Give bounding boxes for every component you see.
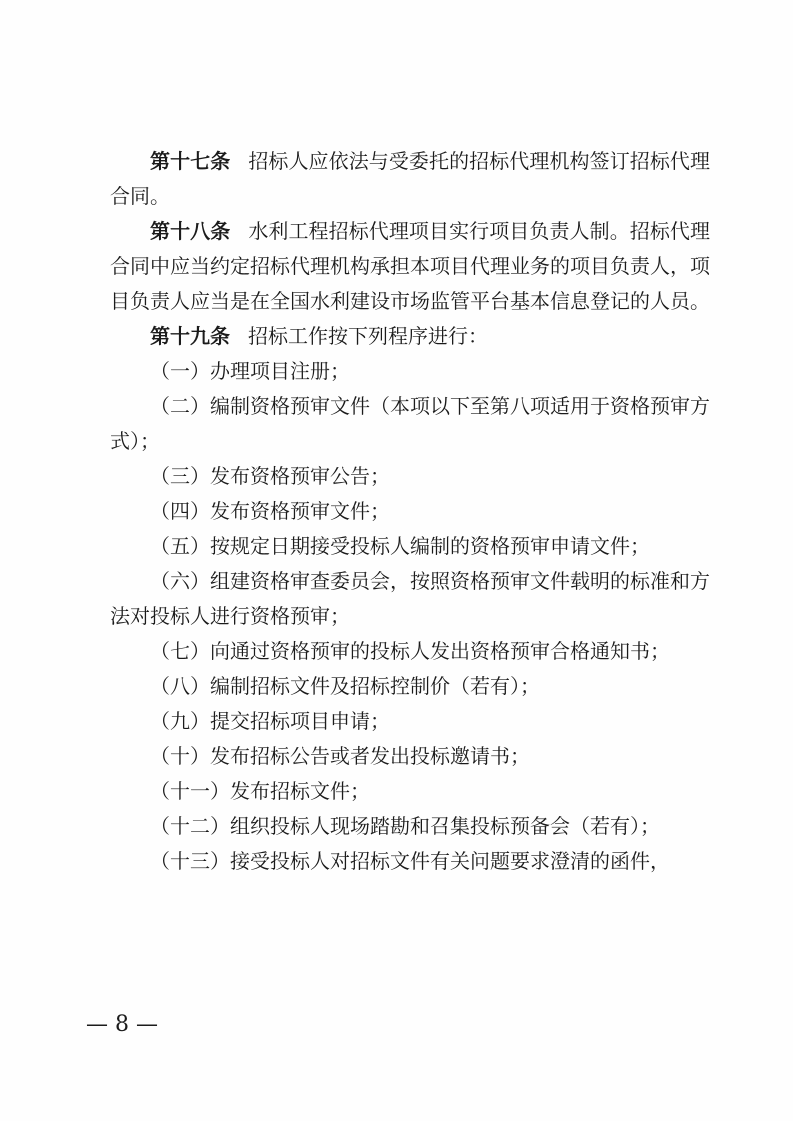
article-text: 水利工程招标代理项目实行项目负责人制。招标代理合同中应当约定招标代理机构承担本项目代理业务的项目负责人，项目负责人应当是在全国水利建设市场监管平台基本信息登记的人员。 [110,219,711,313]
article-heading: 第十八条 [150,219,231,243]
body-text [110,144,710,879]
procedure-step-13: （十三）接受投标人对招标文件有关问题要求澄清的函件， [150,849,670,873]
procedure-step-6: （六）组建资格审查委员会，按照资格预审文件载明的标准和方法对投标人进行资格预审； [110,569,710,628]
article-18 [110,214,710,319]
article-17 [110,144,710,214]
procedure-step-5: （五）按规定日期接受投标人编制的资格预审申请文件； [150,534,650,558]
procedure-step-2: （二）编制资格预审文件（本项以下至第八项适用于资格预审方式）； [110,394,710,453]
procedure-step-1: （一）办理项目注册； [150,359,350,383]
page-number: — 8 — [86,1012,158,1037]
article-19 [110,319,710,354]
article-text: 招标工作按下列程序进行： [248,324,488,348]
article-text: 招标人应依法与受委托的招标代理机构签订招标代理合同。 [110,149,711,208]
procedure-step-9: （九）提交招标项目申请； [150,709,390,733]
article-heading: 第十七条 [150,149,231,173]
procedure-step-12: （十二）组织投标人现场踏勘和召集投标预备会（若有）； [150,814,660,838]
procedure-step-10: （十）发布招标公告或者发出投标邀请书； [150,744,530,768]
procedure-step-3: （三）发布资格预审公告； [150,464,390,488]
procedure-step-4: （四）发布资格预审文件； [150,499,390,523]
article-heading: 第十九条 [150,324,230,348]
procedure-step-11: （十一）发布招标文件； [150,779,370,803]
procedure-step-7: （七）向通过资格预审的投标人发出资格预审合格通知书； [150,639,670,663]
procedure-step-8: （八）编制招标文件及招标控制价（若有）； [150,674,540,698]
